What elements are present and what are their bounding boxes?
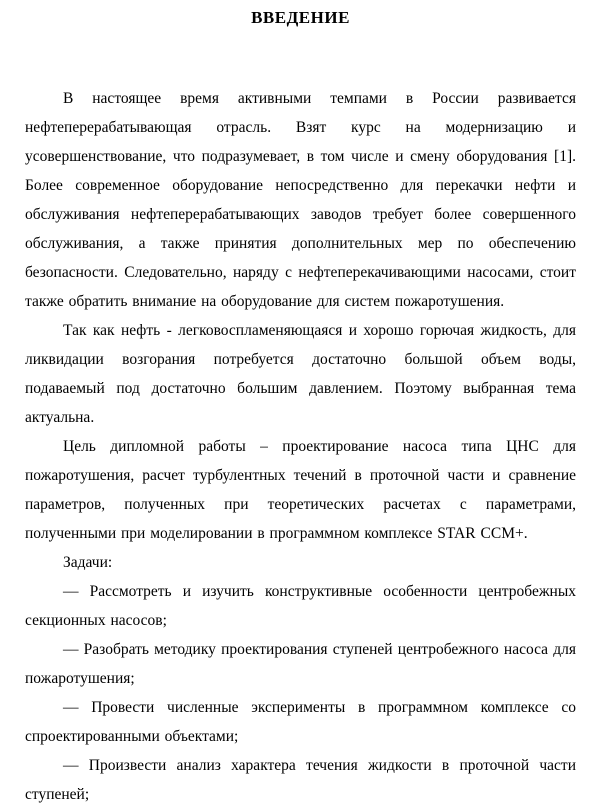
paragraph: — Произвести анализ характера течения жидкости в проточной части ступеней;	[25, 757, 576, 803]
paragraph: — Разобрать методику проектирования ступеней центробежного насоса для пожаротушения;	[25, 641, 576, 687]
paragraph: — Провести численные эксперименты в программном комплексе со спроектированными объектами;	[25, 699, 576, 745]
paragraph: Цель дипломной работы – проектирование насоса типа ЦНС для пожаротушения, расчет турбулентных течений в проточной части и сравнение параметров, полученных при теоретических расчетах с параметрами, полученными при моделировании в программном комплексе STAR CCM+.	[25, 438, 576, 542]
page-title: ВВЕДЕНИЕ	[251, 8, 350, 27]
paragraph: В настоящее время активными темпами в России развивается нефтеперерабатывающая отрасль. Взят курс на модернизацию и усовершенствование, что подразумевает, в том числе и смену оборудования [1]. Более современное оборудование непосредственно для перекачки нефти и обслуживания нефтеперерабатывающих заводов требует более совершенного обслуживания, а также принятия дополнительных мер по обеспечению безопасности. Следовательно, наряду с нефтеперекачивающими насосами, стоит также обратить внимание на оборудование для систем пожаротушения.	[25, 90, 576, 310]
paragraph: Так как нефть - легковоспламеняющаяся и хорошо горючая жидкость, для ликвидации возгорания потребуется достаточно большой объем воды, подаваемый под достаточно большим давлением. Поэтому выбранная тема актуальна.	[25, 322, 576, 426]
paragraph: — Рассмотреть и изучить конструктивные особенности центробежных секционных насосов;	[25, 583, 576, 629]
paragraphs	[25, 84, 576, 809]
paragraph: Задачи:	[63, 554, 113, 571]
